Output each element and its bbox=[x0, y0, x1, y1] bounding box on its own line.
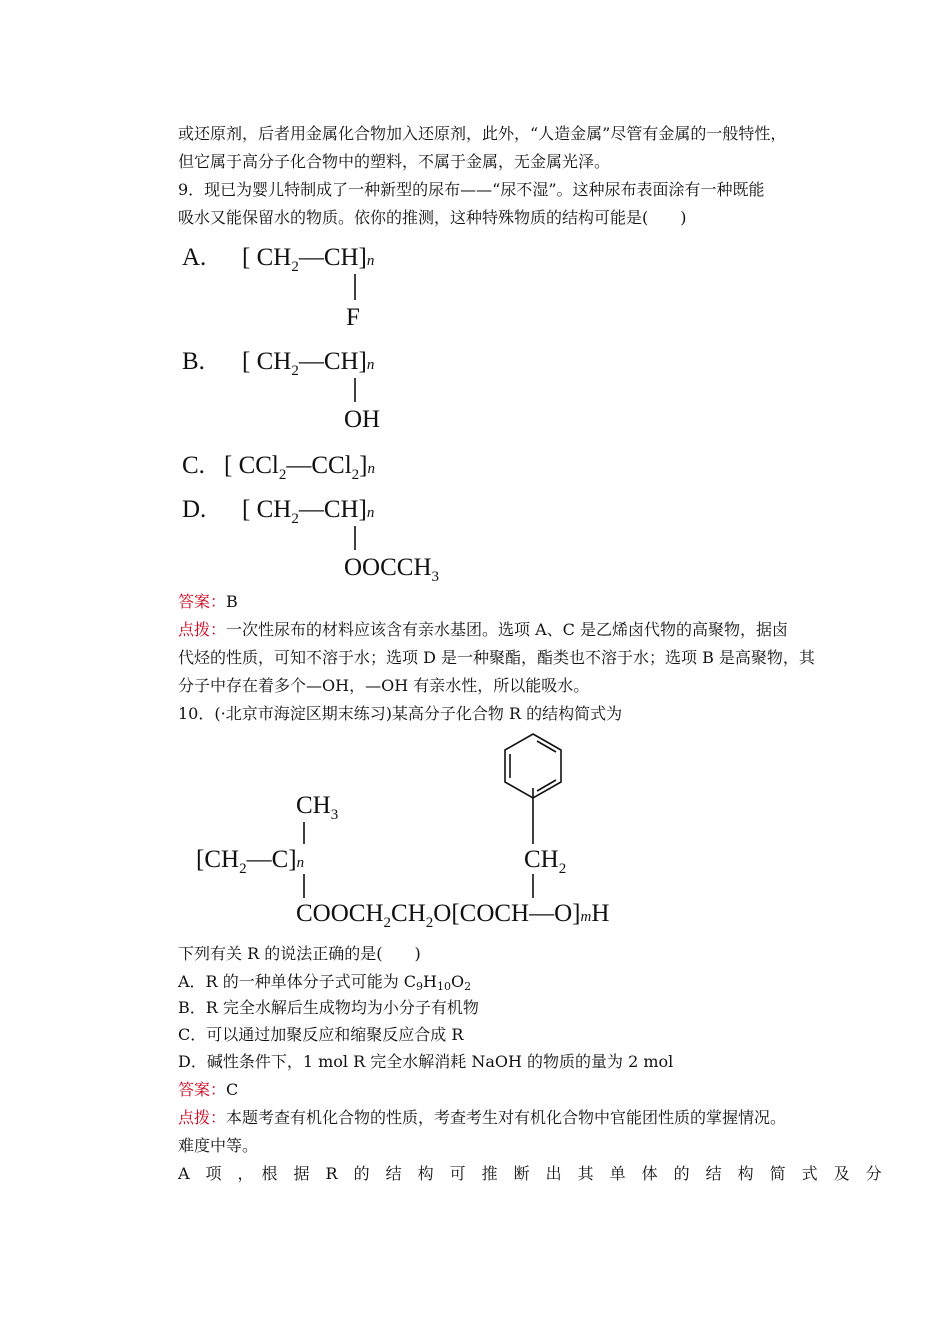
bracket-close: ] bbox=[358, 496, 367, 523]
q10-answer bbox=[178, 1080, 238, 1100]
end-h: H bbox=[591, 900, 610, 927]
sub-1: 2 bbox=[291, 363, 299, 379]
group-1: CH bbox=[256, 348, 292, 375]
sub-2: 2 bbox=[351, 467, 360, 483]
c-text: C bbox=[271, 846, 289, 873]
q9-option-c-label: C. bbox=[182, 452, 205, 479]
bracket-close: ] bbox=[288, 846, 297, 873]
hint-label: 点拨： bbox=[178, 1108, 227, 1127]
repeat-m: m bbox=[580, 909, 592, 925]
q10-option-a bbox=[178, 972, 471, 997]
opt-a-mid2: O bbox=[450, 972, 465, 991]
substituent-sub: 3 bbox=[431, 569, 440, 585]
q9-line-1: 9．现已为婴儿特制成了一种新型的尿布——“尿不湿”。这种尿布表面涂有一种既能 bbox=[178, 180, 765, 199]
opt-a-s1: 9 bbox=[416, 980, 424, 993]
sub-1: 2 bbox=[291, 511, 299, 527]
repeat-n: n bbox=[366, 505, 375, 521]
answer-label: 答案： bbox=[178, 1080, 227, 1099]
sub-1: 2 bbox=[278, 467, 287, 483]
repeat-n: n bbox=[366, 357, 375, 373]
benzene-double-2 bbox=[537, 780, 556, 791]
repeat-n: n bbox=[367, 461, 375, 477]
hint-label: 点拨： bbox=[178, 620, 227, 639]
ch3-text: CH bbox=[296, 792, 331, 819]
bracket-close-2: ] bbox=[572, 900, 581, 927]
hint-text: 一次性尿布的材料应该含有亲水基团。选项 A、C 是乙烯卤代物的高聚物，据卤 bbox=[226, 620, 788, 639]
group-2: CH bbox=[323, 496, 359, 523]
bracket-open: [ bbox=[224, 452, 233, 479]
q9-option-a-label: A. bbox=[182, 244, 207, 271]
intro-line-2: 但它属于高分子化合物中的塑料，不属于金属，无金属光泽。 bbox=[178, 152, 611, 171]
benzene-double-1 bbox=[537, 741, 556, 752]
q9-option-b-substituent: OH bbox=[344, 406, 381, 433]
q9-option-d-label: D. bbox=[182, 496, 207, 523]
q10-option-d: D．碱性条件下，1 mol R 完全水解消耗 NaOH 的物质的量为 2 mol bbox=[178, 1052, 674, 1071]
ch3-sub: 3 bbox=[330, 807, 339, 823]
ester-d: COCH bbox=[459, 900, 530, 927]
benzyl-ch2-sub: 2 bbox=[558, 861, 567, 877]
group-1: CH bbox=[256, 244, 292, 271]
answer-value: B bbox=[226, 592, 238, 611]
ch2-sub: 2 bbox=[239, 861, 247, 877]
repeat-n: n bbox=[296, 855, 305, 871]
substituent-text: OOCCH bbox=[344, 554, 432, 581]
answer-value: C bbox=[226, 1080, 239, 1099]
group-1: CCl bbox=[238, 452, 279, 479]
ester-b-sub: 2 bbox=[425, 915, 434, 931]
bracket-open: [ bbox=[242, 496, 251, 523]
q9-hint-3: 分子中存在着多个—OH，—OH 有亲水性，所以能吸水。 bbox=[178, 676, 590, 695]
opt-a-s3: 2 bbox=[464, 980, 472, 993]
hint-text: 本题考查有机化合物的性质，考查考生对有机化合物中官能团性质的掌握情况。 bbox=[226, 1108, 787, 1127]
q10-last-line: A 项 ， 根 据 R 的 结 构 可 推 断 出 其 单 体 的 结 构 简 式 及 分 bbox=[178, 1164, 882, 1183]
benzyl-ch2-text: CH bbox=[524, 846, 559, 873]
opt-a-s2: 10 bbox=[436, 980, 451, 993]
q10-hint-1 bbox=[178, 1108, 786, 1128]
ester-a: COOCH bbox=[296, 900, 384, 927]
group-1: CH bbox=[256, 496, 292, 523]
opt-a-pre: A．R 的一种单体分子式可能为 C bbox=[178, 972, 417, 991]
bracket-close: ] bbox=[358, 348, 367, 375]
q9-option-d-formula: [ $CH_2—CH]n$ bbox=[242, 496, 375, 527]
group-2: CH bbox=[323, 348, 359, 375]
q9-option-c-formula: [ CCl$_2$—CCl$_2$]n bbox=[224, 452, 375, 483]
bracket-close: ] bbox=[358, 244, 367, 271]
ester-c: O bbox=[433, 900, 452, 927]
ester-e: O bbox=[554, 900, 573, 927]
q10-title: 10．(·北京市海淀区期末练习)某高分子化合物 R 的结构简式为 bbox=[178, 704, 623, 723]
group-2: CH bbox=[323, 244, 359, 271]
ester-a-sub: 2 bbox=[383, 915, 392, 931]
q9-option-a-formula: [ $CH_2—CH]n$ bbox=[242, 244, 375, 275]
opt-a-mid: H bbox=[423, 972, 437, 991]
q10-ester-chain: $COOCH_2CH_2O[COCH—O]mH$ bbox=[296, 900, 610, 931]
q10-question: 下列有关 R 的说法正确的是( ) bbox=[178, 944, 421, 963]
q9-option-a-substituent: F bbox=[346, 304, 360, 331]
q10-hint-2: 难度中等。 bbox=[178, 1136, 259, 1155]
q9-hint-2: 代烃的性质，可知不溶于水；选项 D 是一种聚酯，酯类也不溶于水；选项 B 是高聚物，其 bbox=[178, 648, 815, 667]
bracket-open: [ bbox=[242, 348, 251, 375]
intro-line-1: 或还原剂，后者用金属化合物加入还原剂，此外，“人造金属”尽管有金属的一般特性， bbox=[178, 124, 787, 143]
bracket-open: [ bbox=[242, 244, 251, 271]
group-2: CCl bbox=[311, 452, 352, 479]
bracket-open-2: [ bbox=[451, 900, 460, 927]
sub-1: 2 bbox=[291, 259, 299, 275]
q10-backbone: $[CH_2—C]n$ bbox=[196, 846, 305, 877]
answer-label: 答案： bbox=[178, 592, 227, 611]
q9-line-2: 吸水又能保留水的物质。依你的推测，这种特殊物质的结构可能是( ) bbox=[178, 208, 687, 227]
repeat-n: n bbox=[366, 253, 375, 269]
bracket-close: ] bbox=[359, 452, 368, 479]
ester-b: CH bbox=[391, 900, 426, 927]
bracket-open: [ bbox=[196, 846, 205, 873]
q10-option-c: C．可以通过加聚反应和缩聚反应合成 R bbox=[178, 1025, 464, 1044]
q9-option-b-formula: [ $CH_2—CH]n$ bbox=[242, 348, 375, 379]
q10-option-b: B．R 完全水解后生成物均为小分子有机物 bbox=[178, 998, 479, 1017]
ch2-text: CH bbox=[204, 846, 240, 873]
q9-option-b-label: B. bbox=[182, 348, 205, 375]
